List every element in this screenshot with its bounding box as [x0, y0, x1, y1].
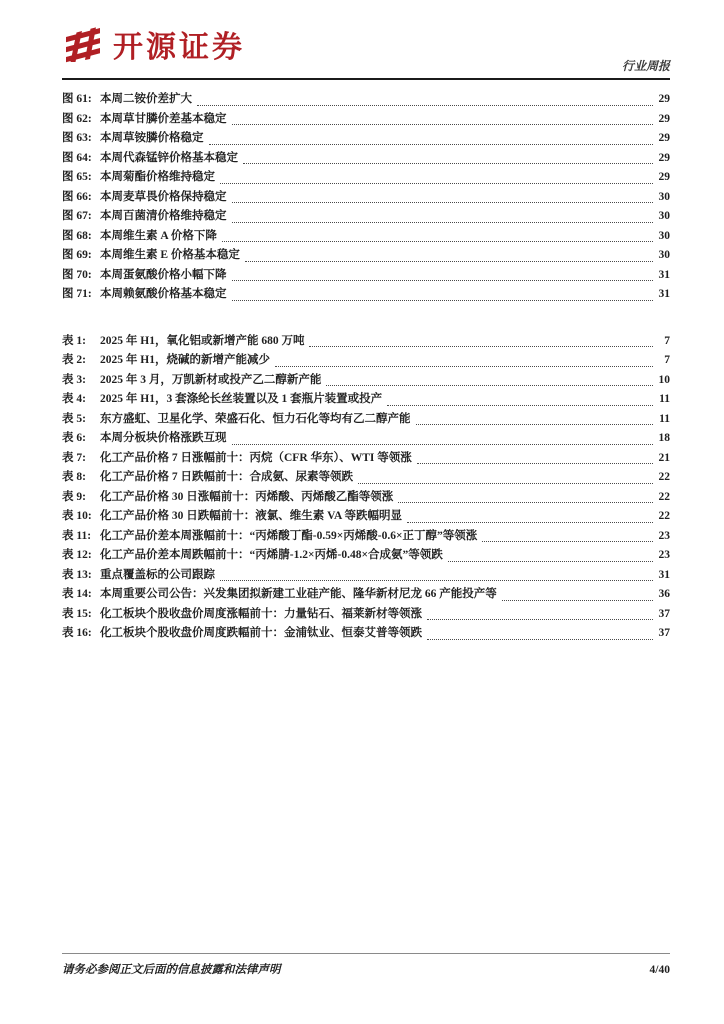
report-header [62, 20, 670, 80]
dotted-leader [275, 366, 653, 367]
toc-entry[interactable] [62, 351, 670, 371]
toc-entry-page: 18 [658, 432, 670, 444]
toc-entry[interactable] [62, 246, 670, 266]
toc-entry-title: 本周草甘膦价差基本稳定 [100, 112, 227, 125]
toc-entry-page: 31 [658, 568, 670, 581]
toc-entry-page: 22 [658, 510, 670, 522]
toc-entry-page: 30 [658, 210, 670, 222]
toc-entry-page: 37 [658, 627, 670, 639]
toc-entry-label: 图 69: [62, 249, 92, 261]
dotted-leader [232, 124, 654, 125]
toc-entry[interactable] [62, 168, 670, 188]
toc-entry-title: 化工产品价格 30 日跌幅前十：液氯、维生素 VA 等跌幅明显 [100, 510, 402, 522]
toc-entry-page: 29 [658, 132, 670, 144]
toc-entry-page: 22 [658, 471, 670, 483]
toc-entry[interactable] [62, 566, 670, 586]
toc-entry[interactable] [62, 429, 670, 449]
toc-entry-title: 本周百菌清价格维持稳定 [100, 210, 227, 222]
toc-entry-label: 表 9: [62, 490, 86, 503]
toc-entry-title: 化工产品价差本周跌幅前十：“丙烯腈-1.2×丙烯-0.48×合成氨”等领跌 [100, 549, 443, 561]
toc-entry-title: 本周维生素 A 价格下降 [100, 229, 217, 242]
toc-entry[interactable] [62, 266, 670, 286]
toc-entry-title: 化工板块个股收盘价周度跌幅前十：金浦钛业、恒泰艾普等领跌 [100, 627, 422, 639]
toc-entry-title: 本周菊酯价格维持稳定 [100, 171, 215, 183]
dotted-leader [232, 202, 654, 203]
toc-entry[interactable] [62, 390, 670, 410]
dotted-leader [222, 241, 653, 242]
toc-entry-title: 化工产品价格 7 日跌幅前十：合成氨、尿素等领跌 [100, 471, 353, 483]
toc-entry-title: 本周二铵价差扩大 [100, 93, 192, 105]
dotted-leader [245, 261, 653, 262]
toc-entry-title: 本周草铵膦价格稳定 [100, 132, 204, 144]
kaiyuan-logo-icon [62, 25, 104, 63]
toc-entry-page: 30 [658, 190, 670, 203]
toc-entry[interactable] [62, 90, 670, 110]
toc-entry-label: 图 67: [62, 210, 92, 222]
toc-entry-label: 表 5: [62, 412, 86, 425]
toc-entry-page: 22 [658, 490, 670, 503]
toc-entry[interactable] [62, 110, 670, 130]
brand-name: 开源证券 [113, 31, 245, 64]
report-footer [62, 953, 670, 977]
toc-entry-page: 7 [664, 354, 670, 366]
toc-entry-title: 2025 年 H1，烧碱的新增产能减少 [100, 354, 270, 366]
dotted-leader [427, 639, 653, 640]
dotted-leader [502, 600, 653, 601]
toc-entry-label: 图 64: [62, 151, 92, 164]
toc-entry[interactable] [62, 149, 670, 169]
toc-entry-title: 东方盛虹、卫星化学、荣盛石化、恒力石化等均有乙二醇产能 [100, 412, 411, 425]
toc-entry-page: 23 [658, 549, 670, 561]
toc-entry-page: 30 [658, 229, 670, 242]
toc-entry[interactable] [62, 527, 670, 547]
toc-entry-label: 表 14: [62, 588, 92, 600]
toc-entry-page: 11 [659, 412, 670, 425]
toc-entry-page: 30 [658, 249, 670, 261]
toc-entry-page: 11 [659, 393, 670, 405]
tables-toc-group [62, 332, 670, 644]
toc-entry-page: 21 [658, 451, 670, 464]
dotted-leader [232, 280, 654, 281]
toc-entry[interactable] [62, 188, 670, 208]
dotted-leader [209, 144, 654, 145]
toc-entry[interactable] [62, 227, 670, 247]
toc-entry[interactable] [62, 285, 670, 305]
toc-entry-label: 表 7: [62, 451, 86, 464]
table-of-contents [62, 90, 670, 644]
dotted-leader [220, 183, 653, 184]
toc-entry-label: 表 6: [62, 432, 86, 444]
dotted-leader [482, 541, 653, 542]
toc-entry-title: 本周重要公司公告：兴发集团拟新建工业硅产能、隆华新材尼龙 66 产能投产等 [100, 588, 497, 600]
toc-entry-label: 表 11: [62, 529, 92, 542]
toc-entry-label: 表 3: [62, 373, 86, 386]
toc-entry[interactable] [62, 129, 670, 149]
dotted-leader [232, 222, 654, 223]
toc-entry-page: 7 [664, 334, 670, 347]
toc-entry[interactable] [62, 449, 670, 469]
toc-entry-label: 图 65: [62, 171, 92, 183]
toc-entry-title: 本周分板块价格涨跌互现 [100, 432, 227, 444]
toc-entry-title: 重点覆盖标的公司跟踪 [100, 568, 215, 581]
dotted-leader [220, 580, 653, 581]
dotted-leader [197, 105, 653, 106]
toc-entry-label: 表 13: [62, 568, 92, 581]
toc-entry-title: 本周麦草畏价格保持稳定 [100, 190, 227, 203]
dotted-leader [427, 619, 653, 620]
toc-entry[interactable] [62, 488, 670, 508]
dotted-leader [416, 424, 654, 425]
toc-entry-label: 表 10: [62, 510, 92, 522]
dotted-leader [398, 502, 653, 503]
report-type-label: 行业周报 [621, 59, 670, 73]
toc-entry-title: 化工板块个股收盘价周度涨幅前十：力量钻石、福莱新材等领涨 [100, 607, 422, 620]
toc-entry[interactable] [62, 585, 670, 605]
figures-toc-group [62, 90, 670, 305]
toc-entry-page: 31 [658, 288, 670, 300]
toc-entry-title: 2025 年 H1，氧化铝或新增产能 680 万吨 [100, 334, 305, 347]
toc-entry-title: 化工产品价格 7 日涨幅前十：丙烷（CFR 华东）、WTI 等领涨 [100, 451, 412, 464]
toc-entry-page: 23 [658, 529, 670, 542]
dotted-leader [309, 346, 653, 347]
toc-entry-page: 29 [658, 171, 670, 183]
brand-logo [62, 22, 245, 66]
toc-entry-label: 图 68: [62, 229, 92, 242]
toc-entry-title: 本周维生素 E 价格基本稳定 [100, 249, 240, 261]
toc-entry-page: 31 [658, 268, 670, 281]
toc-entry-page: 37 [658, 607, 670, 620]
toc-entry-label: 图 70: [62, 268, 92, 281]
dotted-leader [326, 385, 653, 386]
toc-entry-page: 10 [658, 373, 670, 386]
dotted-leader [358, 483, 653, 484]
dotted-leader [387, 405, 653, 406]
toc-entry-label: 表 4: [62, 393, 86, 405]
toc-entry-label: 图 66: [62, 190, 92, 203]
dotted-leader [448, 561, 653, 562]
toc-entry-title: 本周赖氨酸价格基本稳定 [100, 288, 227, 300]
toc-entry-title: 2025 年 3 月，万凯新材或投产乙二醇新产能 [100, 373, 322, 386]
toc-entry-label: 表 15: [62, 607, 92, 620]
toc-entry-title: 本周代森锰锌价格基本稳定 [100, 151, 238, 164]
toc-entry-title: 化工产品价差本周涨幅前十：“丙烯酸丁酯-0.59×丙烯酸-0.6×正丁醇”等领涨 [100, 529, 478, 542]
toc-entry-label: 图 63: [62, 132, 92, 144]
toc-entry[interactable] [62, 468, 670, 488]
toc-entry-title: 2025 年 H1，3 套涤纶长丝装置以及 1 套瓶片装置或投产 [100, 393, 383, 405]
toc-entry[interactable] [62, 371, 670, 391]
toc-entry-page: 29 [658, 151, 670, 164]
toc-entry-page: 36 [658, 588, 670, 600]
toc-entry-label: 表 16: [62, 627, 92, 639]
toc-entry-title: 化工产品价格 30 日涨幅前十：丙烯酸、丙烯酸乙酯等领涨 [100, 490, 394, 503]
disclaimer-text: 请务必参阅正文后面的信息披露和法律声明 [62, 964, 281, 976]
toc-entry-label: 图 71: [62, 288, 92, 300]
toc-entry[interactable] [62, 507, 670, 527]
dotted-leader [243, 163, 653, 164]
dotted-leader [417, 463, 653, 464]
toc-entry[interactable] [62, 332, 670, 352]
toc-entry-label: 表 2: [62, 354, 86, 366]
toc-entry[interactable] [62, 410, 670, 430]
page-number: 4/40 [649, 964, 670, 976]
toc-entry[interactable] [62, 207, 670, 227]
toc-entry-label: 表 12: [62, 549, 92, 561]
toc-entry-page: 29 [658, 112, 670, 125]
toc-entry-page: 29 [658, 93, 670, 105]
toc-entry[interactable] [62, 624, 670, 644]
toc-entry-title: 本周蛋氨酸价格小幅下降 [100, 268, 227, 281]
toc-entry[interactable] [62, 546, 670, 566]
toc-entry-label: 表 8: [62, 471, 86, 483]
toc-entry-label: 图 62: [62, 112, 92, 125]
dotted-leader [232, 300, 654, 301]
dotted-leader [232, 444, 654, 445]
dotted-leader [407, 522, 653, 523]
toc-entry-label: 图 61: [62, 93, 92, 105]
toc-entry[interactable] [62, 605, 670, 625]
toc-entry-label: 表 1: [62, 334, 86, 347]
